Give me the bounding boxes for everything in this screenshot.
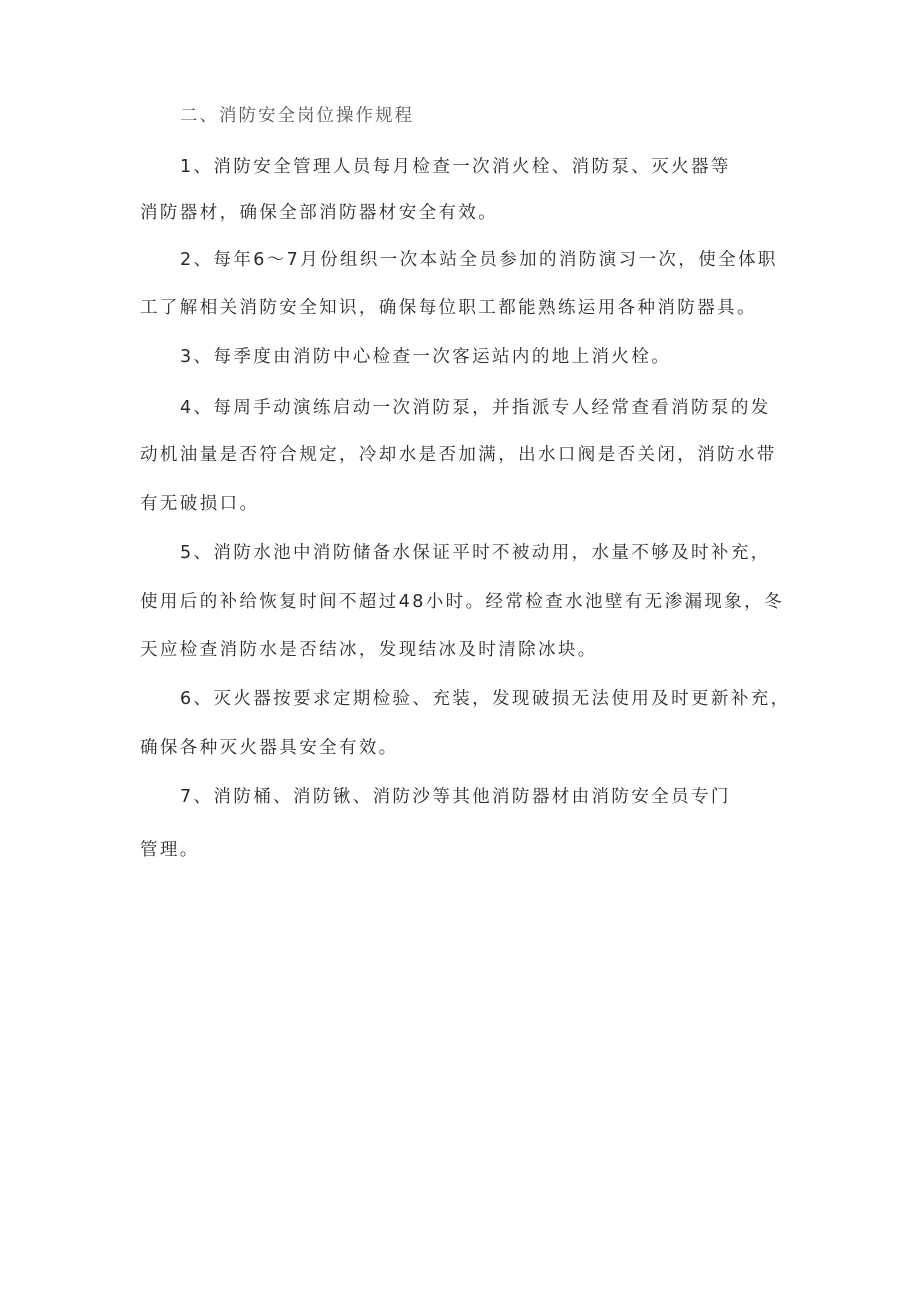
section-heading: 二、消防安全岗位操作规程 — [180, 106, 414, 126]
item-4-line-3: 有无破损口。 — [140, 494, 260, 514]
item-2-line-2: 工了解相关消防安全知识，确保每位职工都能熟练运用各种消防器具。 — [140, 298, 757, 318]
item-4-line-1: 4、每周手动演练启动一次消防泵，并指派专人经常查看消防泵的发 — [180, 398, 771, 418]
item-1-line-2: 消防器材，确保全部消防器材安全有效。 — [140, 203, 499, 223]
item-6-line-1: 6、灭火器按要求定期检验、充装，发现破损无法使用及时更新补充， — [180, 689, 791, 709]
item-5-line-2: 使用后的补给恢复时间不超过48小时。经常检查水池壁有无渗漏现象，冬 — [140, 592, 784, 612]
item-7-line-1: 7、消防桶、消防锹、消防沙等其他消防器材由消防安全员专门 — [180, 787, 731, 807]
item-7-line-2: 管理。 — [140, 840, 200, 860]
item-4-line-2: 动机油量是否符合规定，冷却水是否加满，出水口阀是否关闭，消防水带 — [140, 445, 777, 465]
item-1-line-1: 1、消防安全管理人员每月检查一次消火栓、消防泵、灭火器等 — [180, 157, 731, 177]
item-6-line-2: 确保各种灭火器具安全有效。 — [140, 738, 399, 758]
item-2-line-1: 2、每年6～7月份组织一次本站全员参加的消防演习一次，使全体职 — [180, 250, 778, 270]
item-5-line-1: 5、消防水池中消防储备水保证平时不被动用，水量不够及时补充， — [180, 543, 771, 563]
item-5-line-3: 天应检查消防水是否结冰，发现结冰及时清除冰块。 — [140, 640, 598, 660]
item-3-line-1: 3、每季度由消防中心检查一次客运站内的地上消火栓。 — [180, 347, 672, 367]
